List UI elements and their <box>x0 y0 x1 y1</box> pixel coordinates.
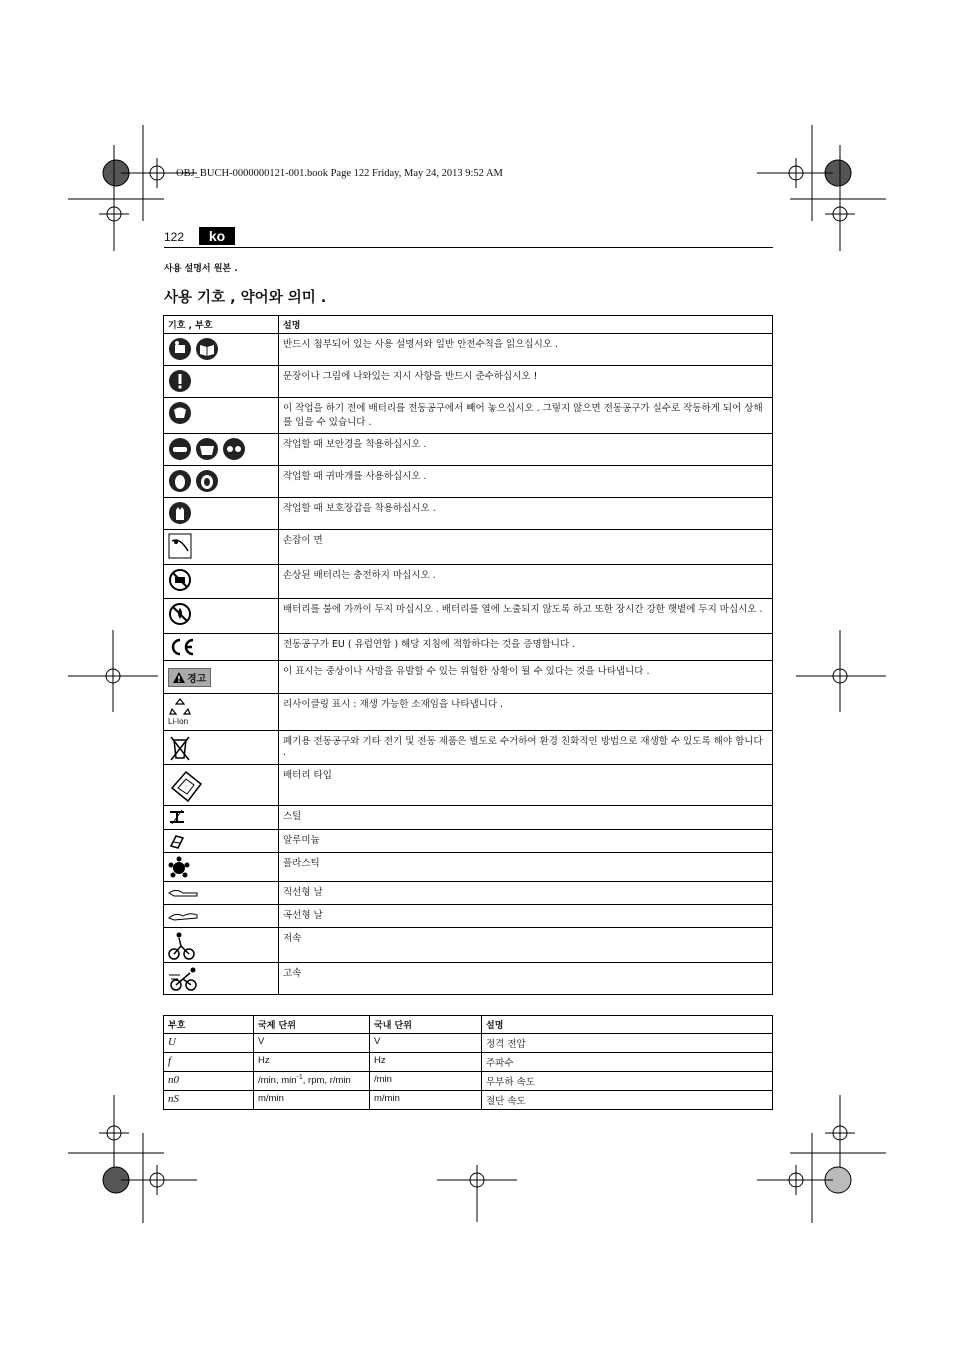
row-description: 직선형 날 <box>279 882 773 905</box>
si-unit-part: , rpm, r/min <box>302 1075 351 1087</box>
table-row <box>164 1072 773 1091</box>
row-description: 플라스틱 <box>279 853 773 882</box>
curved-blade-icon <box>168 908 198 922</box>
row-description: 반드시 첨부되어 있는 사용 설명서와 일반 안전수칙을 읽으십시오 . <box>279 334 773 366</box>
unit-symbol: f <box>164 1053 254 1072</box>
si-unit: V <box>254 1034 370 1053</box>
table-row <box>164 530 773 565</box>
column-header: 설명 <box>279 316 773 334</box>
column-header: 부호 <box>164 1016 254 1034</box>
row-description: 문장이나 그림에 나와있는 지시 사항을 반드시 준수하십시오 ! <box>279 366 773 398</box>
table-header-row <box>164 1016 773 1034</box>
si-unit-part: /min, min <box>258 1075 297 1087</box>
unit-symbol: U <box>164 1034 254 1053</box>
row-description: 작업할 때 귀마개를 사용하십시오 . <box>279 466 773 498</box>
ear-protection-icon <box>168 469 192 493</box>
table-row <box>164 905 773 928</box>
row-description: 작업할 때 보안경을 착용하십시오 . <box>279 434 773 466</box>
local-unit: Hz <box>370 1053 482 1072</box>
safety-goggles-icon <box>168 437 192 461</box>
row-description: 손잡이 면 <box>279 530 773 565</box>
si-unit-exponent: -1 <box>296 1074 303 1081</box>
local-unit: m/min <box>370 1091 482 1110</box>
row-description: 리사이클링 표시 : 재생 가능한 소재임을 나타냅니다 . <box>279 694 773 731</box>
row-description: 손상된 배터리는 충전하지 마십시오 . <box>279 565 773 599</box>
face-shield-icon <box>195 437 219 461</box>
table-row <box>164 806 773 830</box>
unit-description: 주파수 <box>482 1053 773 1072</box>
si-unit <box>254 1072 370 1091</box>
page-subtitle: 사용 설명서 원본 . <box>164 264 238 274</box>
read-manual-icon <box>168 337 192 361</box>
header-rule <box>164 247 773 248</box>
table-row <box>164 853 773 882</box>
row-description: 알루미늄 <box>279 830 773 853</box>
local-unit: /min <box>370 1072 482 1091</box>
column-header: 국내 단위 <box>370 1016 482 1034</box>
low-speed-icon <box>168 931 196 961</box>
warning-badge <box>168 668 211 687</box>
row-description: 폐기용 전동공구와 기타 전기 및 전동 제품은 별도로 수거하여 환경 친화적인 방법으로 재생할 수 있도록 해야 합니다 . <box>279 731 773 765</box>
battery-type-icon <box>168 768 204 804</box>
si-unit: m/min <box>254 1091 370 1110</box>
row-description: 배터리를 불에 가까이 두지 마십시오 . 배터리를 열에 노출되지 않도록 하고 또한 장시간 강한 햇볕에 두지 마십시오 . <box>279 599 773 634</box>
warning-label: 경고 <box>187 674 207 685</box>
local-unit: V <box>370 1034 482 1053</box>
units-table <box>163 1015 773 1110</box>
grip-surface-icon <box>168 533 192 559</box>
table-row <box>164 1091 773 1110</box>
table-row <box>164 366 773 398</box>
warning-triangle-icon <box>173 672 185 683</box>
file-info: OBJ_BUCH-0000000121-001.book Page 122 Friday, May 24, 2013 9:52 AM <box>176 168 503 179</box>
row-description: 고속 <box>279 963 773 995</box>
table-row <box>164 634 773 661</box>
ear-muffs-icon <box>195 469 219 493</box>
table-row <box>164 565 773 599</box>
table-row <box>164 599 773 634</box>
unit-symbol: nS <box>164 1091 254 1110</box>
straight-blade-icon <box>168 885 198 899</box>
si-unit: Hz <box>254 1053 370 1072</box>
column-header: 설명 <box>482 1016 773 1034</box>
row-description: 저속 <box>279 928 773 963</box>
unit-description: 무부하 속도 <box>482 1072 773 1091</box>
unit-description: 정격 전압 <box>482 1034 773 1053</box>
table-row <box>164 334 773 366</box>
weee-bin-icon <box>168 734 192 762</box>
language-badge: ko <box>199 227 235 245</box>
manual-book-icon <box>195 337 219 361</box>
unit-description: 절단 속도 <box>482 1091 773 1110</box>
row-description: 스틸 <box>279 806 773 830</box>
high-speed-icon <box>168 966 200 992</box>
page-title: 사용 기호 , 약어와 의미 . <box>164 290 327 306</box>
table-row <box>164 765 773 806</box>
li-ion-recycling-icon <box>168 697 192 717</box>
steel-icon <box>168 809 186 825</box>
ce-mark-icon <box>168 637 196 657</box>
table-row <box>164 466 773 498</box>
no-charge-damaged-battery-icon <box>168 568 192 592</box>
unit-symbol: n0 <box>164 1072 254 1091</box>
table-row <box>164 731 773 765</box>
row-description: 이 작업을 하기 전에 배터리를 전동공구에서 빼어 놓으십시오 . 그렇지 않으면 전동공구가 실수로 작동하게 되어 상해를 입을 수 있습니다 . <box>279 398 773 434</box>
table-row <box>164 498 773 530</box>
table-row <box>164 434 773 466</box>
row-description: 전동공구가 EU ( 유럽연합 ) 해당 지침에 적합하다는 것을 증명합니다 . <box>279 634 773 661</box>
no-fire-icon <box>168 602 192 626</box>
exclamation-icon <box>168 369 192 393</box>
column-header: 기호 , 부호 <box>164 316 279 334</box>
table-row <box>164 928 773 963</box>
table-row <box>164 1053 773 1072</box>
table-row <box>164 398 773 434</box>
row-description: 이 표시는 중상이나 사망을 유발할 수 있는 위험한 상황이 될 수 있다는 것을 나타냅니다 . <box>279 661 773 694</box>
safety-glasses-icon <box>222 437 246 461</box>
table-row <box>164 963 773 995</box>
symbols-table <box>163 315 773 995</box>
table-row <box>164 1034 773 1053</box>
column-header: 국제 단위 <box>254 1016 370 1034</box>
table-row <box>164 694 773 731</box>
row-description: 배터리 타입 <box>279 765 773 806</box>
table-header-row <box>164 316 773 334</box>
page-number: 122 <box>164 230 185 244</box>
plastic-icon <box>168 856 190 878</box>
table-row <box>164 661 773 694</box>
li-ion-label: Li-Ion <box>168 717 189 726</box>
table-row <box>164 830 773 853</box>
remove-battery-icon <box>168 401 192 425</box>
aluminium-icon <box>168 833 186 849</box>
row-description: 작업할 때 보호장갑을 착용하십시오 . <box>279 498 773 530</box>
protective-gloves-icon <box>168 501 192 525</box>
table-row <box>164 882 773 905</box>
row-description: 곡선형 날 <box>279 905 773 928</box>
